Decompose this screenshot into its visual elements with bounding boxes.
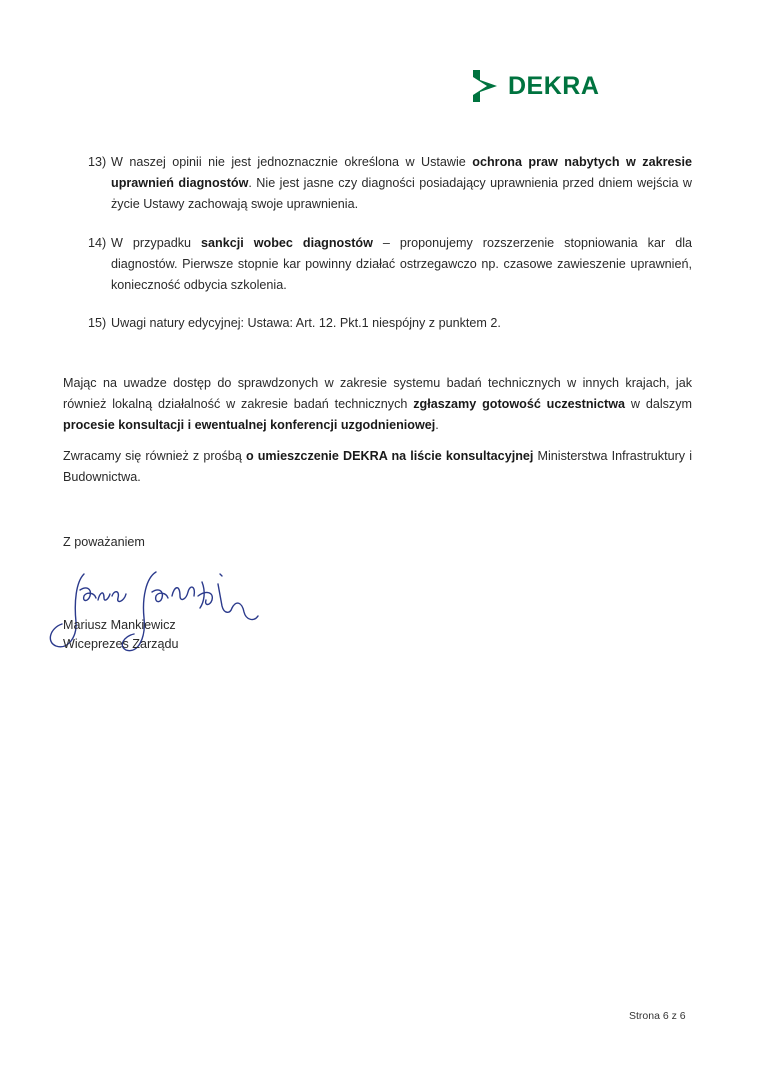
list-item-15 xyxy=(88,313,692,334)
paragraph-request: Zwracamy się również z prośbą o umieszczenie DEKRA na liście konsultacyjnej Ministerstwa Infrastruktury i Budownictwa. xyxy=(63,449,692,484)
logo-text: DEKRA xyxy=(508,71,600,100)
list-item-number: 13) xyxy=(88,155,107,169)
signer-name: Mariusz Mankiewicz xyxy=(63,618,176,632)
list-item-number: 14) xyxy=(88,236,107,250)
list-item-14 xyxy=(88,233,692,296)
signer-block xyxy=(63,616,178,654)
dekra-logo xyxy=(470,68,599,104)
list-item-text: W naszej opinii nie jest jednoznacznie określona w Ustawie ochrona praw nabytych w zakresie uprawnień diagnostów. Nie jest jasne czy diagności posiadający uprawnienia przed dniem wejścia w życie Ustawy zachowają swoje uprawnienia. xyxy=(111,155,693,211)
list-item-text: W przypadku sankcji wobec diagnostów – proponujemy rozszerzenie stopniowania kar dla diagnostów. Pierwsze stopnie kar powinny działać ostrzegawczo np. czasowe zawieszenie uprawnień, konieczność odbycia szkolenia. xyxy=(111,236,692,292)
closing-salutation: Z poważaniem xyxy=(63,535,145,549)
page-number: Strona 6 z 6 xyxy=(629,1010,686,1022)
list-item-number: 15) xyxy=(88,316,107,330)
dekra-logo-icon xyxy=(470,68,500,104)
list-item-13 xyxy=(88,152,692,215)
list-item-text: Uwagi natury edycyjnej: Ustawa: Art. 12. Pkt.1 niespójny z punktem 2. xyxy=(111,316,501,330)
paragraph-consultation: Mając na uwadze dostęp do sprawdzonych w zakresie systemu badań technicznych w innych krajach, jak również lokalną działalność w zakresie badań technicznych zgłaszamy gotowość uczestnictwa w dalszym procesie konsultacji i ewentualnej konferencji uzgodnieniowej. xyxy=(63,376,693,432)
signer-title: Wiceprezes Zarządu xyxy=(63,637,179,651)
